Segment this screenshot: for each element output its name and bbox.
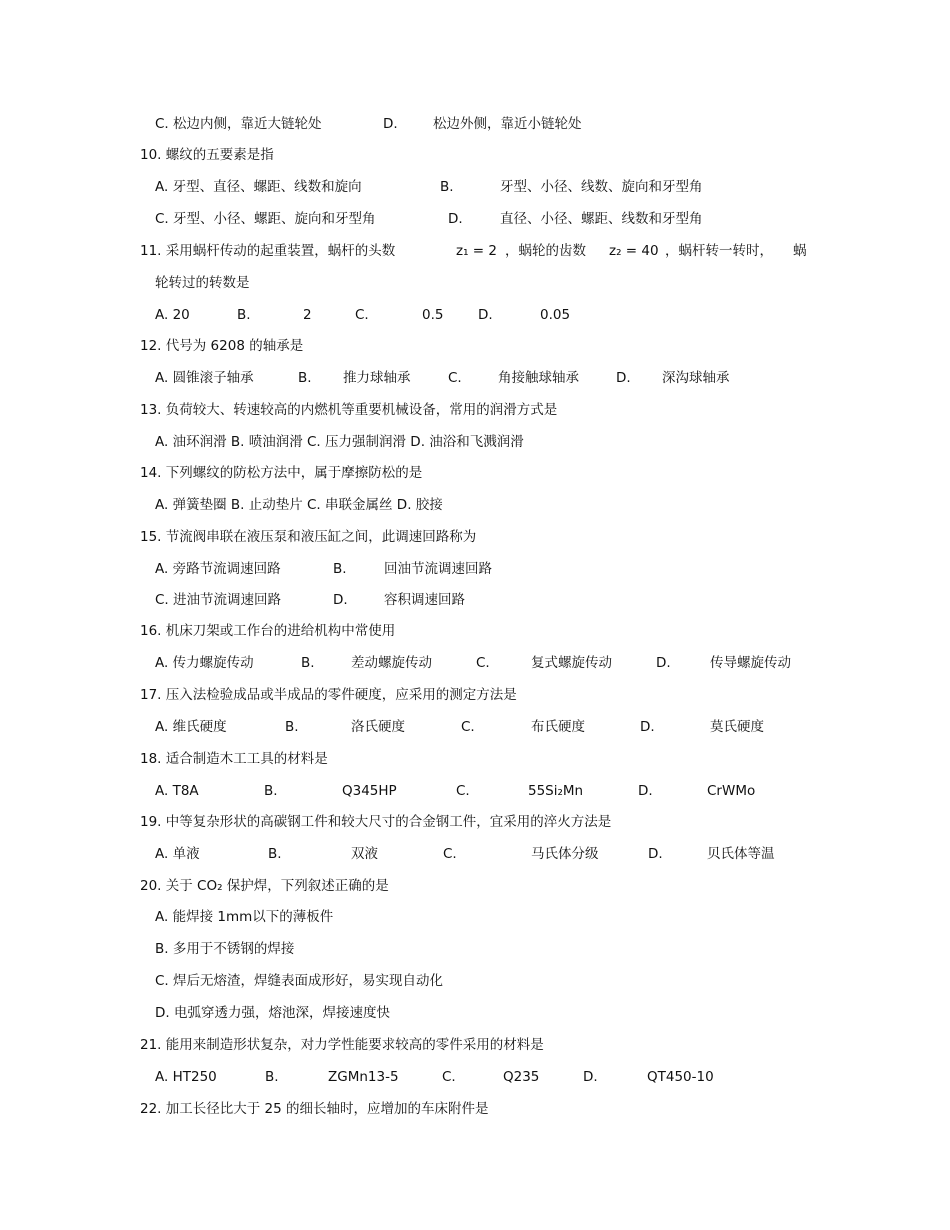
text-segment: 0.05: [540, 307, 571, 323]
text-segment: 洛氏硬度: [351, 719, 405, 735]
text-segment: B.: [333, 561, 347, 577]
text-segment: D.: [656, 655, 671, 671]
text-segment: Q235: [503, 1069, 540, 1085]
text-segment: 马氏体分级: [531, 846, 599, 862]
text-segment: 回油节流调速回路: [384, 561, 492, 577]
text-segment: B.: [298, 370, 312, 386]
text-segment: C.: [456, 783, 470, 799]
text-segment: C.: [443, 846, 457, 862]
text-segment: B.: [440, 179, 454, 195]
text-segment: D.: [383, 116, 398, 132]
text-segment: D.: [333, 592, 348, 608]
text-segment: 松边外侧，靠近小链轮处: [433, 116, 582, 132]
text-segment: 贝氏体等温: [707, 846, 775, 862]
text-segment: A. 维氏硬度: [155, 719, 227, 735]
question-line: 14. 下列螺纹的防松方法中，属于摩擦防松的是: [140, 465, 423, 481]
text-segment: 容积调速回路: [384, 592, 465, 608]
text-segment: B.: [265, 1069, 279, 1085]
question-line: 19. 中等复杂形状的高碳钢工件和较大尺寸的合金钢工件，宜采用的淬火方法是: [140, 814, 612, 830]
text-segment: D.: [448, 211, 463, 227]
text-segment: C. 牙型、小径、螺距、旋向和牙型角: [155, 211, 376, 227]
text-segment: Q345HP: [342, 783, 397, 799]
text-segment: D.: [478, 307, 493, 323]
text-segment: A. 圆锥滚子轴承: [155, 370, 254, 386]
text-segment: A. 单液: [155, 846, 200, 862]
text-segment: C.: [355, 307, 369, 323]
text-segment: C. 进油节流调速回路: [155, 592, 282, 608]
question-line: 10. 螺纹的五要素是指: [140, 147, 274, 163]
text-segment: z₁ = 2: [456, 243, 497, 259]
question-line: 17. 压入法检验成品或半成品的零件硬度，应采用的测定方法是: [140, 687, 517, 703]
option-line: A. 油环润滑 B. 喷油润滑 C. 压力强制润滑 D. 油浴和飞溅润滑: [155, 434, 524, 450]
option-line: C. 焊后无熔渣，焊缝表面成形好，易实现自动化: [155, 973, 444, 989]
text-segment: 差动螺旋传动: [351, 655, 432, 671]
text-segment: B.: [264, 783, 278, 799]
text-segment: ，蜗轮的齿数: [505, 243, 586, 259]
text-segment: 55Si₂Mn: [528, 783, 584, 799]
text-segment: 2: [303, 307, 312, 323]
text-segment: A. 牙型、直径、螺距、线数和旋向: [155, 179, 362, 195]
text-segment: D.: [640, 719, 655, 735]
text-segment: 直径、小径、螺距、线数和牙型角: [500, 211, 703, 227]
option-line: D. 电弧穿透力强，熔池深，焊接速度快: [155, 1005, 390, 1021]
text-segment: A. 20: [155, 307, 190, 323]
text-segment: 牙型、小径、线数、旋向和牙型角: [500, 179, 703, 195]
question-line: 16. 机床刀架或工作台的进给机构中常使用: [140, 623, 396, 639]
text-segment: C.: [448, 370, 462, 386]
text-segment: A. 传力螺旋传动: [155, 655, 254, 671]
text-segment: A. 旁路节流调速回路: [155, 561, 281, 577]
option-line: A. 弹簧垫圈 B. 止动垫片 C. 串联金属丝 D. 胶接: [155, 497, 443, 513]
text-segment: 蜗: [793, 243, 807, 259]
text-segment: CrWMo: [707, 783, 756, 799]
question-line: 18. 适合制造木工工具的材料是: [140, 751, 328, 767]
text-segment: D.: [616, 370, 631, 386]
text-segment: D.: [648, 846, 663, 862]
text-segment: QT450-10: [647, 1069, 714, 1085]
text-segment: C.: [476, 655, 490, 671]
text-segment: 传导螺旋传动: [710, 655, 791, 671]
text-segment: B.: [237, 307, 251, 323]
question-line: 12. 代号为 6208 的轴承是: [140, 338, 304, 354]
text-segment: A. HT250: [155, 1069, 217, 1085]
question-line: 20. 关于 CO₂ 保护焊，下列叙述正确的是: [140, 878, 389, 894]
text-segment: 莫氏硬度: [710, 719, 764, 735]
continuation-line: 轮转过的转数是: [155, 275, 250, 291]
text-segment: 角接触球轴承: [498, 370, 579, 386]
text-segment: B.: [301, 655, 315, 671]
text-segment: 0.5: [422, 307, 444, 323]
text-segment: C.: [461, 719, 475, 735]
text-segment: 深沟球轴承: [662, 370, 730, 386]
text-segment: ZGMn13-5: [328, 1069, 399, 1085]
text-segment: C.: [442, 1069, 456, 1085]
question-line: 13. 负荷较大、转速较高的内燃机等重要机械设备，常用的润滑方式是: [140, 402, 558, 418]
text-segment: 布氏硬度: [531, 719, 585, 735]
text-segment: B.: [268, 846, 282, 862]
option-line: B. 多用于不锈钢的焊接: [155, 941, 295, 957]
option-line: A. 能焊接 1mm以下的薄板件: [155, 909, 334, 925]
question-line: 15. 节流阀串联在液压泵和液压缸之间，此调速回路称为: [140, 529, 477, 545]
text-segment: z₂ = 40: [609, 243, 659, 259]
text-segment: C. 松边内侧，靠近大链轮处: [155, 116, 322, 132]
text-segment: B.: [285, 719, 299, 735]
text-segment: A. T8A: [155, 783, 199, 799]
text-segment: D.: [583, 1069, 598, 1085]
text-segment: D.: [638, 783, 653, 799]
text-segment: 双液: [351, 846, 378, 862]
question-line: 21. 能用来制造形状复杂，对力学性能要求较高的零件采用的材料是: [140, 1037, 544, 1053]
text-segment: 11. 采用蜗杆传动的起重装置，蜗杆的头数: [140, 243, 396, 259]
question-line: 22. 加工长径比大于 25 的细长轴时，应增加的车床附件是: [140, 1101, 489, 1117]
text-segment: ，蜗杆转一转时，: [665, 243, 773, 259]
text-segment: 复式螺旋传动: [531, 655, 612, 671]
text-segment: 推力球轴承: [343, 370, 411, 386]
